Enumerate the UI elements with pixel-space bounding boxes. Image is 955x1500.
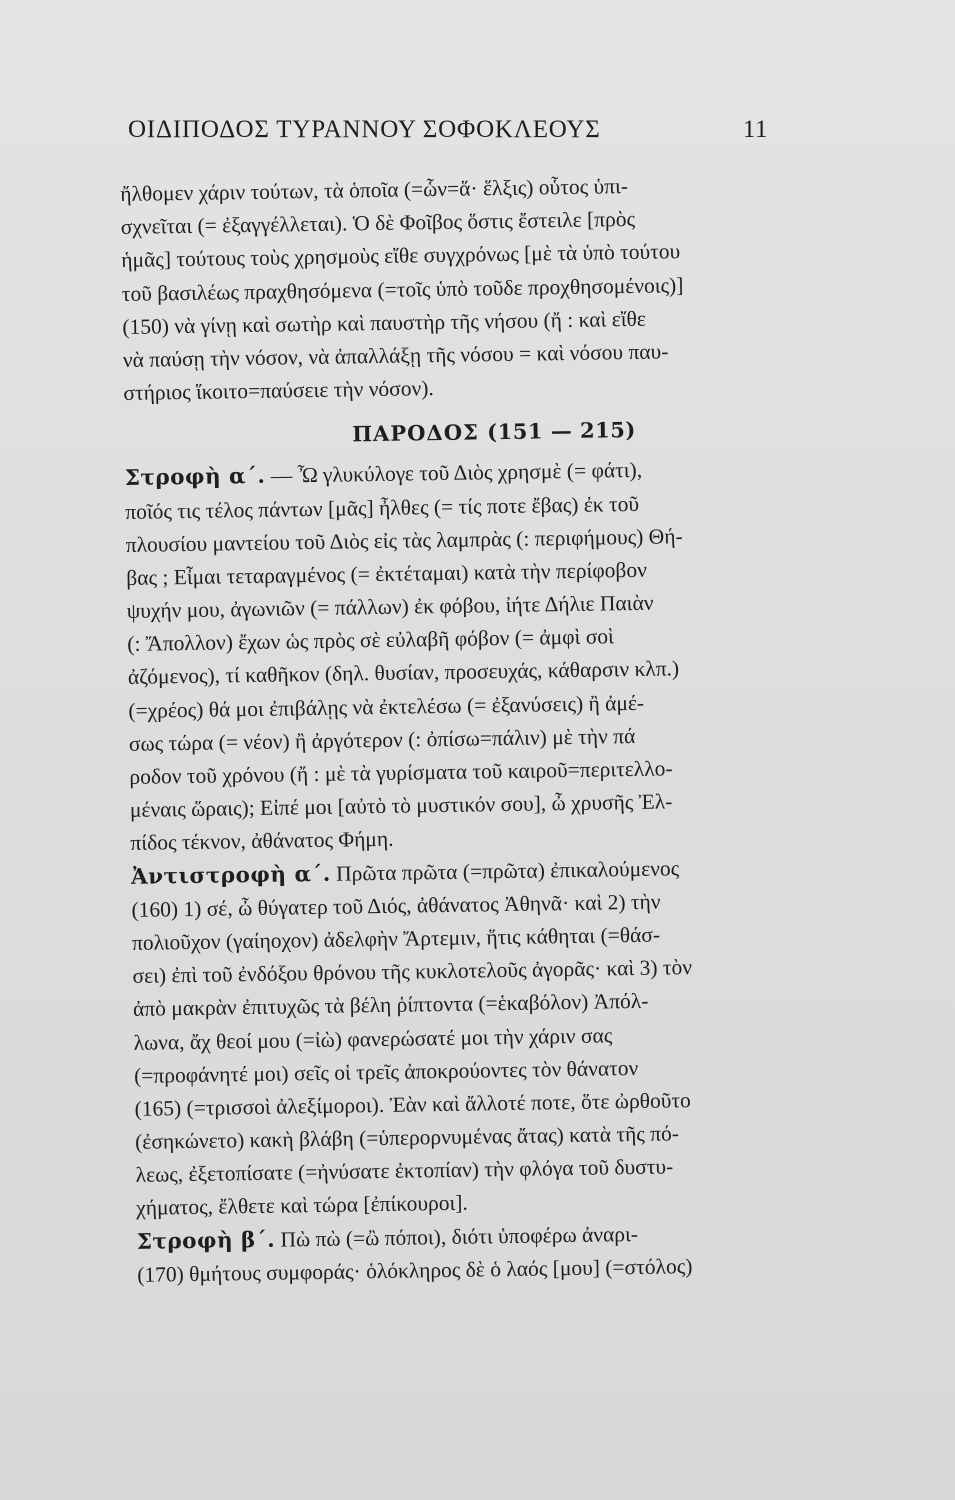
text-line: βας ; Εἶμαι τεταραγμένος (= ἐκτέταμαι) κατὰ τὴν περίφοβον (126, 557, 648, 590)
text-line: ψυχήν μου, ἀγωνιῶν (= πάλλων) ἐκ φόβου, ἰήτε Δήλιε Παιὰν (126, 590, 654, 624)
text-line: (=προφάνητέ μοι) σεῖς οἱ τρεῖς ἀποκρούοντες τὸν θάνατον (133, 1055, 639, 1088)
running-header (128, 116, 768, 144)
page-number: 11 (742, 116, 768, 143)
antistrophe-label: Ἀντιστροφὴ α΄. (130, 861, 331, 890)
text-line: λεως, ἐξετοπίσατε (=ἠνύσατε ἐκτοπίαν) τὴν φλόγα τοῦ δυστυ- (135, 1154, 674, 1188)
text-line: ἤλθομεν χάριν τούτων, τὰ ὁποῖα (=ὧν=ἅ· ἕλξις) οὗτος ὑπι- (120, 174, 629, 206)
text-line: (160) 1) σέ, ὦ θύγατερ τοῦ Διός, ἀθάνατος Ἀθηνᾶ· καὶ 2) τὴν (131, 889, 661, 922)
running-title: ΟΙΔΙΠΟΔΟΣ ΤΥΡΑΝΝΟΥ ΣΟΦΟΚΛΕΟΥΣ (128, 116, 601, 143)
text-line: (ἐσηκώνετο) κακὴ βλάβη (=ὑπερορνυμένας ἄτας) κατὰ τῆς πό- (134, 1121, 680, 1154)
strophe-first-line: — Ὦ γλυκύλογε τοῦ Διὸς χρησμὲ (= φάτι), (265, 458, 643, 489)
page-body (120, 167, 837, 1292)
text-line: (170) θμήτους συμφοράς· ὁλόκληρος δὲ ὁ λαός [μου] (=στόλος) (137, 1253, 693, 1287)
strophe-b-label: Στροφὴ β΄. (136, 1227, 276, 1255)
text-line: ἡμᾶς] τούτους τοὺς χρησμοὺς εἴθε συγχρόνως [μὲ τὰ ὑπὸ τούτου (121, 239, 681, 273)
text-line: πίδος τέκνον, ἀθάνατος Φήμη. (130, 827, 394, 856)
antistrophe-first-line: Πρῶτα πρῶτα (=πρῶτα) ἐπικαλούμενος (330, 855, 680, 886)
strophe-b-first-line: Πὼ πὼ (=ὢ πόποι), διότι ὑποφέρω ἀναρι- (274, 1221, 639, 1252)
text-line: χήματος, ἔλθετε καὶ τώρα [ἐπίκουροι]. (135, 1191, 469, 1221)
text-line: πολιοῦχον (γαίηοχον) ἀδελφὴν Ἄρτεμιν, ἥτις κάθηται (=θάσ- (131, 922, 661, 955)
text-line: στήριος ἵκοιτο=παύσειε τὴν νόσον). (123, 376, 434, 406)
text-line: μέναις ὥραις); Εἰπέ μοι [αὐτὸ τὸ μυστικόν σου], ὦ χρυσῆς Ἐλ- (129, 789, 673, 823)
section-range: (151 — 215) (486, 417, 637, 445)
text-line: λωνα, ἄχ θεοί μου (=ἰὼ) φανερώσατέ μοι τὴν χάριν σας (133, 1022, 613, 1055)
section-title: ΠΑΡΟΔΟΣ (352, 419, 480, 447)
text-line: ἀζόμενος), τί καθῆκον (δηλ. θυσίαν, προσευχάς, κάθαρσιν κλπ.) (127, 656, 680, 690)
text-line: ποῖός τις τέλος πάντων [μᾶς] ἦλθες (= τίς ποτε ἔβας) ἐκ τοῦ (125, 491, 640, 524)
text-line: (165) (=τρισσοὶ ἀλεξίμοροι). Ἐὰν καὶ ἄλλοτέ ποτε, ὅτε ὠρθοῦτο (134, 1088, 691, 1121)
text-line: πλουσίου μαντείου τοῦ Διὸς εἰς τὰς λαμπρὰς (: περιφήμους) Θή- (125, 523, 683, 557)
strophe-label: Στροφὴ α΄. (124, 464, 266, 492)
text-line: νὰ παύσῃ τὴν νόσον, νὰ ἀπαλλάξῃ τῆς νόσου = καὶ νόσου παυ- (122, 339, 669, 372)
text-line: ἀπὸ μακρὰν ἐπιτυχῶς τὰ βέλη ῥίπτοντα (=ἑκαβόλον) Ἀπόλ- (132, 989, 649, 1022)
text-line: τοῦ βασιλέως πραχθησόμενα (=τοῖς ὑπὸ τοῦδε προχθησομένοις)] (121, 272, 684, 306)
text-line: (: Ἄπολλον) ἔχων ὡς πρὸς σὲ εὐλαβῆ φόβον (= ἀμφὶ σοὶ (127, 624, 615, 657)
text-line: σχνεῖται (= ἐξαγγέλλεται). Ὁ δὲ Φοῖβος ὅστις ἔστειλε [πρὸς (120, 207, 636, 240)
text-line: σει) ἐπὶ τοῦ ἐνδόξου θρόνου τῆς κυκλοτελοῦς ἀγορᾶς· καὶ 3) τὸν (132, 955, 693, 989)
text-line: σως τώρα (= νέον) ἢ ἀργότερον (: ὀπίσω=πάλιν) μὲ τὴν πά (128, 723, 636, 756)
text-line: (=χρέος) θά μοι ἐπιβάλῃς νὰ ἐκτελέσω (= ἐξανύσεις) ἢ ἀμέ- (128, 690, 645, 723)
text-line: ροδον τοῦ χρόνου (ἤ : μὲ τὰ γυρίσματα τοῦ καιροῦ=περιτελλο- (129, 756, 673, 789)
text-line: (150) νὰ γίνῃ καὶ σωτὴρ καὶ παυστὴρ τῆς νήσου (ἤ : καὶ εἴθε (122, 306, 647, 339)
